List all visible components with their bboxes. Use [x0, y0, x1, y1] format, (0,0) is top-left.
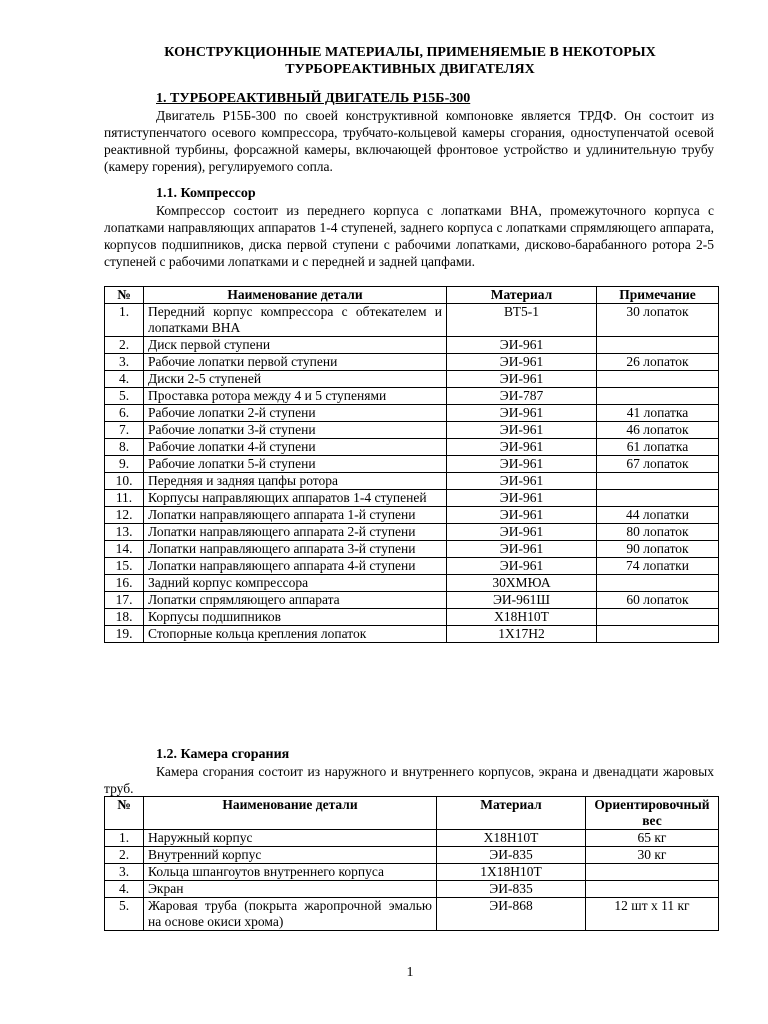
table-row [105, 456, 719, 473]
cell-note [597, 337, 719, 354]
compressor-paragraph: Компрессор состоит из переднего корпуса с лопатками ВНА, промежуточного корпуса с лопатками направляющих аппаратов 1-4 ступеней, заднего корпуса с лопатками спрямляющего аппарата, корпусов подшипников, диска первой ступени с рабочими лопатками, дисково-барабанного ротора 2-5 ступеней с рабочими лопатками и с передней и задней цапфами. [104, 203, 714, 269]
cell-note [597, 473, 719, 490]
cell-part-name: Внутренний корпус [144, 847, 437, 864]
cell-note: 67 лопаток [597, 456, 719, 473]
cell-number: 2. [105, 847, 144, 864]
table-row [105, 864, 719, 881]
cell-part-name: Стопорные кольца крепления лопаток [144, 626, 447, 643]
cell-material: Х18Н10Т [437, 830, 586, 847]
cell-weight: 30 кг [586, 847, 719, 864]
cell-material: ЭИ-961 [447, 541, 597, 558]
cell-weight [586, 864, 719, 881]
cell-part-name: Проставка ротора между 4 и 5 ступенями [144, 388, 447, 405]
cell-number: 14. [105, 541, 144, 558]
cell-note: 74 лопатки [597, 558, 719, 575]
cell-number: 1. [105, 304, 144, 337]
cell-number: 18. [105, 609, 144, 626]
cell-material: 1Х17Н2 [447, 626, 597, 643]
cell-number: 16. [105, 575, 144, 592]
cell-number: 15. [105, 558, 144, 575]
cell-material: ЭИ-787 [447, 388, 597, 405]
cell-part-name: Лопатки направляющего аппарата 4-й ступени [144, 558, 447, 575]
cell-material: ЭИ-961 [447, 524, 597, 541]
cell-note [597, 371, 719, 388]
cell-note: 46 лопаток [597, 422, 719, 439]
cell-part-name: Кольца шпангоутов внутреннего корпуса [144, 864, 437, 881]
cell-weight [586, 881, 719, 898]
table-row [105, 847, 719, 864]
table-row [105, 304, 719, 337]
combustor-table [104, 796, 719, 931]
cell-number: 11. [105, 490, 144, 507]
table-row [105, 473, 719, 490]
column-header-number: № [105, 287, 144, 304]
cell-material: ЭИ-961 [447, 507, 597, 524]
cell-note: 61 лопатка [597, 439, 719, 456]
table-row [105, 881, 719, 898]
cell-part-name: Рабочие лопатки 4-й ступени [144, 439, 447, 456]
table-row [105, 575, 719, 592]
column-header-material: Материал [437, 797, 586, 830]
cell-number: 7. [105, 422, 144, 439]
cell-part-name: Диск первой ступени [144, 337, 447, 354]
section-1-paragraph: Двигатель Р15Б-300 по своей конструктивной компоновке является ТРДФ. Он состоит из пятиступенчатого осевого компрессора, трубчато-кольцевой камеры сгорания, одноступенчатой осевой реактивной турбины, форсажной камеры, включающей фронтовое устройство и удлинительную трубу (камеру горения), регулируемого сопла. [104, 108, 714, 174]
cell-note: 90 лопаток [597, 541, 719, 558]
table-row [105, 354, 719, 371]
cell-part-name: Лопатки направляющего аппарата 2-й ступени [144, 524, 447, 541]
cell-note: 60 лопаток [597, 592, 719, 609]
cell-number: 6. [105, 405, 144, 422]
cell-part-name: Жаровая труба (покрыта жаропрочной эмалью на основе окиси хрома) [144, 898, 437, 931]
cell-note: 80 лопаток [597, 524, 719, 541]
cell-material: ЭИ-961 [447, 439, 597, 456]
cell-part-name: Лопатки спрямляющего аппарата [144, 592, 447, 609]
cell-number: 8. [105, 439, 144, 456]
cell-material: ЭИ-961Ш [447, 592, 597, 609]
cell-material: ЭИ-961 [447, 422, 597, 439]
column-header-number: № [105, 797, 144, 830]
table-row [105, 830, 719, 847]
column-header-part-name: Наименование детали [144, 797, 437, 830]
table-header-row [105, 287, 719, 304]
cell-number: 3. [105, 864, 144, 881]
table-row [105, 439, 719, 456]
column-header-material: Материал [447, 287, 597, 304]
cell-number: 4. [105, 881, 144, 898]
cell-part-name: Экран [144, 881, 437, 898]
cell-note: 44 лопатки [597, 507, 719, 524]
cell-part-name: Задний корпус компрессора [144, 575, 447, 592]
column-header-note: Примечание [597, 287, 719, 304]
table-row [105, 898, 719, 931]
cell-material: ЭИ-835 [437, 881, 586, 898]
cell-note [597, 388, 719, 405]
cell-part-name: Рабочие лопатки 3-й ступени [144, 422, 447, 439]
cell-number: 10. [105, 473, 144, 490]
cell-part-name: Лопатки направляющего аппарата 3-й ступени [144, 541, 447, 558]
cell-material: ЭИ-961 [447, 354, 597, 371]
title-line-2: ТУРБОРЕАКТИВНЫХ ДВИГАТЕЛЯХ [285, 62, 535, 77]
table-row [105, 592, 719, 609]
cell-note [597, 609, 719, 626]
section-1-heading: 1. ТУРБОРЕАКТИВНЫЙ ДВИГАТЕЛЬ Р15Б-300 [156, 91, 471, 106]
table-row [105, 626, 719, 643]
cell-material: ЭИ-961 [447, 490, 597, 507]
table-row [105, 541, 719, 558]
cell-part-name: Диски 2-5 ступеней [144, 371, 447, 388]
cell-material: ЭИ-961 [447, 405, 597, 422]
cell-number: 17. [105, 592, 144, 609]
cell-material: ЭИ-961 [447, 558, 597, 575]
table-row [105, 524, 719, 541]
cell-number: 13. [105, 524, 144, 541]
cell-material: ЭИ-835 [437, 847, 586, 864]
combustor-heading: 1.2. Камера сгорания [156, 747, 290, 762]
cell-number: 5. [105, 898, 144, 931]
cell-number: 19. [105, 626, 144, 643]
table-row [105, 422, 719, 439]
cell-weight: 12 шт х 11 кг [586, 898, 719, 931]
cell-material: ЭИ-961 [447, 337, 597, 354]
compressor-table [104, 286, 719, 643]
cell-material: 1Х18Н10Т [437, 864, 586, 881]
cell-part-name: Корпусы направляющих аппаратов 1-4 ступеней [144, 490, 447, 507]
document-title [104, 44, 716, 78]
cell-material: 30ХМЮА [447, 575, 597, 592]
cell-number: 1. [105, 830, 144, 847]
table-header-row [105, 797, 719, 830]
cell-part-name: Наружный корпус [144, 830, 437, 847]
table-row [105, 388, 719, 405]
cell-number: 3. [105, 354, 144, 371]
table-row [105, 609, 719, 626]
cell-weight: 65 кг [586, 830, 719, 847]
cell-part-name: Передняя и задняя цапфы ротора [144, 473, 447, 490]
table-row [105, 371, 719, 388]
cell-part-name: Рабочие лопатки 5-й ступени [144, 456, 447, 473]
title-line-1: КОНСТРУКЦИОННЫЕ МАТЕРИАЛЫ, ПРИМЕНЯЕМЫЕ В НЕКОТОРЫХ [164, 45, 656, 60]
cell-material: ЭИ-961 [447, 371, 597, 388]
cell-number: 5. [105, 388, 144, 405]
cell-part-name: Лопатки направляющего аппарата 1-й ступени [144, 507, 447, 524]
cell-part-name: Рабочие лопатки 2-й ступени [144, 405, 447, 422]
cell-part-name: Рабочие лопатки первой ступени [144, 354, 447, 371]
table-row [105, 337, 719, 354]
cell-number: 4. [105, 371, 144, 388]
cell-number: 9. [105, 456, 144, 473]
cell-note [597, 575, 719, 592]
cell-material: ЭИ-961 [447, 456, 597, 473]
table-row [105, 507, 719, 524]
page-number: 1 [406, 965, 414, 980]
cell-material: Х18Н10Т [447, 609, 597, 626]
table-row [105, 405, 719, 422]
cell-part-name: Корпусы подшипников [144, 609, 447, 626]
cell-material: ЭИ-868 [437, 898, 586, 931]
column-header-part-name: Наименование детали [144, 287, 447, 304]
cell-note: 41 лопатка [597, 405, 719, 422]
cell-note: 30 лопаток [597, 304, 719, 337]
table-row [105, 558, 719, 575]
combustor-paragraph: Камера сгорания состоит из наружного и внутреннего корпусов, экрана и двенадцати жаровых труб. [104, 764, 714, 796]
cell-note [597, 490, 719, 507]
cell-note [597, 626, 719, 643]
cell-material: ВТ5-1 [447, 304, 597, 337]
cell-number: 12. [105, 507, 144, 524]
table-row [105, 490, 719, 507]
cell-material: ЭИ-961 [447, 473, 597, 490]
cell-part-name: Передний корпус компрессора с обтекателем и лопатками ВНА [144, 304, 447, 337]
compressor-heading: 1.1. Компрессор [156, 186, 256, 201]
cell-note: 26 лопаток [597, 354, 719, 371]
cell-number: 2. [105, 337, 144, 354]
column-header-weight: Ориентировочный вес [586, 797, 719, 830]
